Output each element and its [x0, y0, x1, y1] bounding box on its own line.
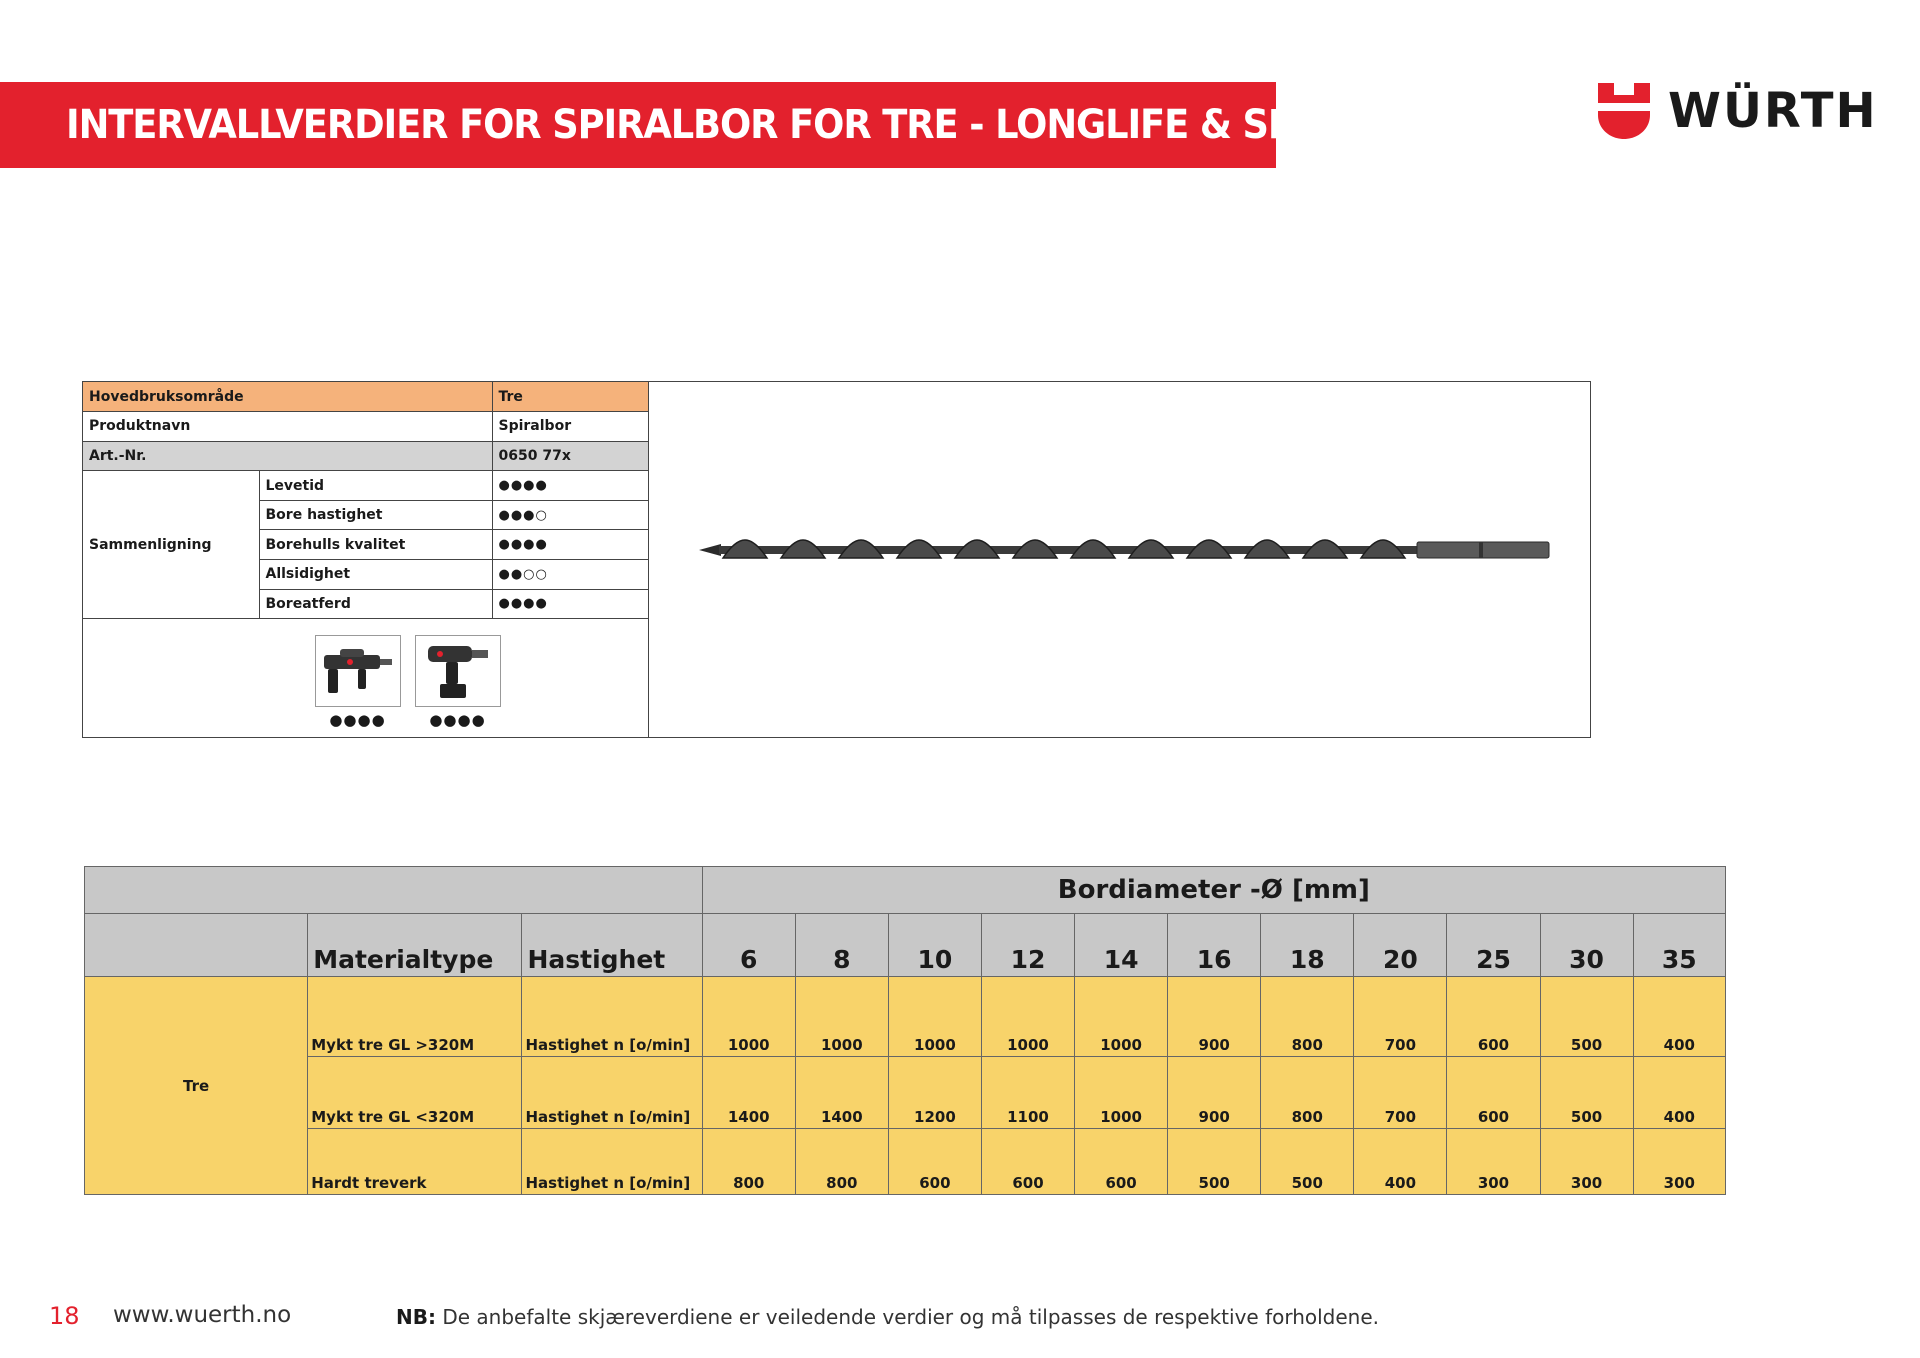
product-info-table: [83, 382, 649, 737]
logo-text: WÜRTH: [1668, 83, 1878, 139]
comparison-item-label: Allsidighet: [259, 560, 492, 590]
speed-header: Hastighet: [522, 914, 702, 977]
speed-label-cell: Hastighet n [o/min]: [522, 1129, 702, 1195]
comparison-rating: ●●●●: [492, 589, 648, 619]
comparison-item-label: Levetid: [259, 471, 492, 501]
comparison-item-label: Borehulls kvalitet: [259, 530, 492, 560]
blank-header-cell: [85, 914, 308, 977]
speed-value-cell: 300: [1447, 1129, 1540, 1195]
table-row: [85, 1129, 1726, 1195]
speed-value-cell: 700: [1354, 1057, 1447, 1129]
tool-rating: ●●●●: [429, 711, 486, 729]
comparison-row: [83, 471, 648, 501]
speed-value-cell: 1000: [702, 977, 795, 1057]
page-title: INTERVALLVERDIER FOR SPIRALBOR FOR TRE - LONGLIFE & SPEED: [66, 102, 1372, 148]
speed-value-cell: 500: [1540, 977, 1633, 1057]
diameter-header: 12: [981, 914, 1074, 977]
speed-value-cell: 1000: [795, 977, 888, 1057]
hammer-drill-icon: [315, 635, 401, 707]
speed-value-cell: 600: [1447, 1057, 1540, 1129]
comparison-item-label: Boreatferd: [259, 589, 492, 619]
comparison-rating: ●●●○: [492, 500, 648, 530]
speed-value-cell: 600: [888, 1129, 981, 1195]
speed-value-cell: 900: [1168, 977, 1261, 1057]
product-info-panel: [82, 381, 1591, 738]
diameter-header: 18: [1261, 914, 1354, 977]
speed-value-cell: 700: [1354, 977, 1447, 1057]
product-image: [649, 382, 1590, 737]
diameter-header: 6: [702, 914, 795, 977]
diameter-header: 25: [1447, 914, 1540, 977]
speed-value-cell: 1000: [981, 977, 1074, 1057]
footnote-label: NB:: [396, 1305, 436, 1329]
speed-value-cell: 500: [1261, 1129, 1354, 1195]
speed-value-cell: 500: [1540, 1057, 1633, 1129]
info-row: [83, 412, 648, 442]
diameter-header: 30: [1540, 914, 1633, 977]
diameter-header: 20: [1354, 914, 1447, 977]
material-group-label: Tre: [85, 977, 308, 1195]
diameter-header: 16: [1168, 914, 1261, 977]
speed-label-cell: Hastighet n [o/min]: [522, 1057, 702, 1129]
info-row: [83, 382, 648, 412]
speed-label-cell: Hastighet n [o/min]: [522, 977, 702, 1057]
speed-value-cell: 400: [1354, 1129, 1447, 1195]
page-number: 18: [49, 1302, 80, 1330]
info-label: Hovedbruksområde: [83, 382, 492, 412]
speed-value-cell: 300: [1633, 1129, 1725, 1195]
material-cell: Hardt treverk: [308, 1129, 522, 1195]
speed-value-cell: 300: [1540, 1129, 1633, 1195]
speed-value-cell: 800: [1261, 1057, 1354, 1129]
material-cell: Mykt tre GL >320M: [308, 977, 522, 1057]
diameter-header: 35: [1633, 914, 1725, 977]
speed-value-cell: 1200: [888, 1057, 981, 1129]
speed-value-cell: 900: [1168, 1057, 1261, 1129]
speed-value-cell: 500: [1168, 1129, 1261, 1195]
info-value: Tre: [492, 382, 648, 412]
info-label: Produktnavn: [83, 412, 492, 442]
blank-header-cell: [85, 867, 703, 914]
speed-value-cell: 1000: [1075, 1057, 1168, 1129]
diameter-header: 8: [795, 914, 888, 977]
comparison-label: Sammenligning: [83, 471, 259, 619]
speed-value-cell: 400: [1633, 1057, 1725, 1129]
comparison-item-label: Bore hastighet: [259, 500, 492, 530]
wurth-logo-icon: [1596, 81, 1652, 141]
speed-value-cell: 1000: [1075, 977, 1168, 1057]
speed-value-cell: 600: [1075, 1129, 1168, 1195]
footnote-text: De anbefalte skjæreverdiene er veiledende verdier og må tilpasses de respektive forholdene.: [435, 1305, 1380, 1329]
comparison-rating: ●●●●: [492, 530, 648, 560]
diameter-header: 10: [888, 914, 981, 977]
speed-value-cell: 800: [1261, 977, 1354, 1057]
tool-compatibility: [83, 619, 648, 737]
website-link[interactable]: www.wuerth.no: [113, 1302, 292, 1328]
diameter-super-header: Bordiameter -Ø [mm]: [702, 867, 1725, 914]
speed-value-cell: 1400: [702, 1057, 795, 1129]
info-value: 0650 77x: [492, 441, 648, 471]
speed-value-cell: 600: [1447, 977, 1540, 1057]
cordless-drill-icon: [415, 635, 501, 707]
info-row: [83, 441, 648, 471]
comparison-rating: ●●●●: [492, 471, 648, 501]
diameter-header: 14: [1075, 914, 1168, 977]
speed-value-cell: 600: [981, 1129, 1074, 1195]
material-type-header: Materialtype: [308, 914, 522, 977]
speed-value-cell: 400: [1633, 977, 1725, 1057]
speed-value-cell: 1100: [981, 1057, 1074, 1129]
table-super-header-row: [85, 867, 1726, 914]
tool-rating: ●●●●: [329, 711, 386, 729]
table-row: [85, 1057, 1726, 1129]
tool-hammer-drill: [315, 635, 401, 737]
cutting-speed-table: [84, 866, 1726, 1195]
title-banner: [0, 82, 1372, 168]
info-value: Spiralbor: [492, 412, 648, 442]
footnote: [396, 1305, 1379, 1329]
speed-value-cell: 800: [702, 1129, 795, 1195]
material-cell: Mykt tre GL <320M: [308, 1057, 522, 1129]
auger-drill-bit-icon: [699, 530, 1551, 570]
tool-cordless-drill: [415, 635, 501, 737]
comparison-rating: ●●○○: [492, 560, 648, 590]
table-header-row: [85, 914, 1726, 977]
speed-value-cell: 1000: [888, 977, 981, 1057]
wurth-logo[interactable]: [1596, 80, 1878, 142]
info-label: Art.-Nr.: [83, 441, 492, 471]
table-row: [85, 977, 1726, 1057]
speed-value-cell: 800: [795, 1129, 888, 1195]
speed-value-cell: 1400: [795, 1057, 888, 1129]
